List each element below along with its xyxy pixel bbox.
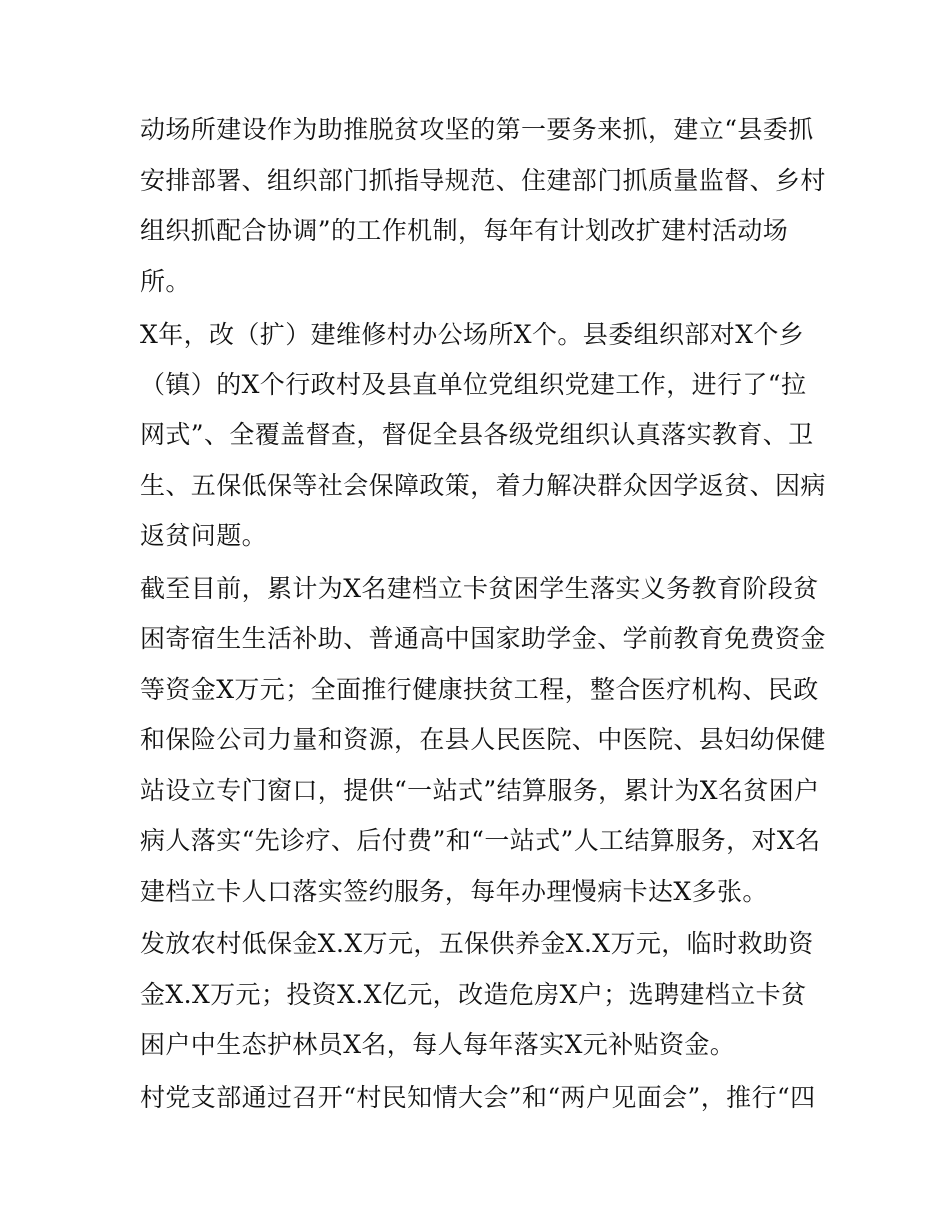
text-line: 发放农村低保金X.X万元，五保供养金X.X万元，临时救助资 xyxy=(140,929,814,958)
text-line: 建档立卡人口落实签约服务，每年办理慢病卡达X多张。 xyxy=(140,877,768,906)
text-line: X年，改（扩）建维修村办公场所X个。县委组织部对X个乡 xyxy=(140,320,805,349)
text-line: 困寄宿生生活补助、普通高中国家助学金、学前教育免费资金 xyxy=(140,624,826,653)
text-line: 村党支部通过召开“村民知情大会”和“两户见面会”，推行“四 xyxy=(140,1083,816,1112)
text-line: 和保险公司力量和资源，在县人民医院、中医院、县妇幼保健 xyxy=(140,725,826,754)
text-line: 金X.X万元；投资X.X亿元，改造危房X户；选聘建档立卡贫 xyxy=(140,980,807,1009)
text-line: 动场所建设作为助推脱贫攻坚的第一要务来抓，建立“县委抓 xyxy=(140,115,814,144)
text-line: 网式”、全覆盖督查，督促全县各级党组织认真落实教育、卫 xyxy=(140,420,814,449)
text-line: 困户中生态护林员X名，每人每年落实X元补贴资金。 xyxy=(140,1030,736,1059)
text-line: 组织抓配合协调”的工作机制，每年有计划改扩建村活动场 xyxy=(140,216,789,245)
text-line: 所。 xyxy=(140,267,191,296)
text-line: 截至目前，累计为X名建档立卡贫困学生落实义务教育阶段贫 xyxy=(140,574,819,603)
text-line: 生、五保低保等社会保障政策，着力解决群众因学返贫、因病 xyxy=(140,471,826,500)
text-line: 等资金X万元；全面推行健康扶贫工程，整合医疗机构、民政 xyxy=(140,675,819,704)
text-line: 站设立专门窗口，提供“一站式”结算服务，累计为X名贫困户 xyxy=(140,776,820,805)
text-line: （镇）的X个行政村及县直单位党组织党建工作，进行了“拉 xyxy=(140,370,807,399)
text-line: 返贫问题。 xyxy=(140,521,268,550)
text-line: 安排部署、组织部门抓指导规范、住建部门抓质量监督、乡村 xyxy=(140,166,826,195)
text-line: 病人落实“先诊疗、后付费”和“一站式”人工结算服务，对X名 xyxy=(140,826,821,855)
